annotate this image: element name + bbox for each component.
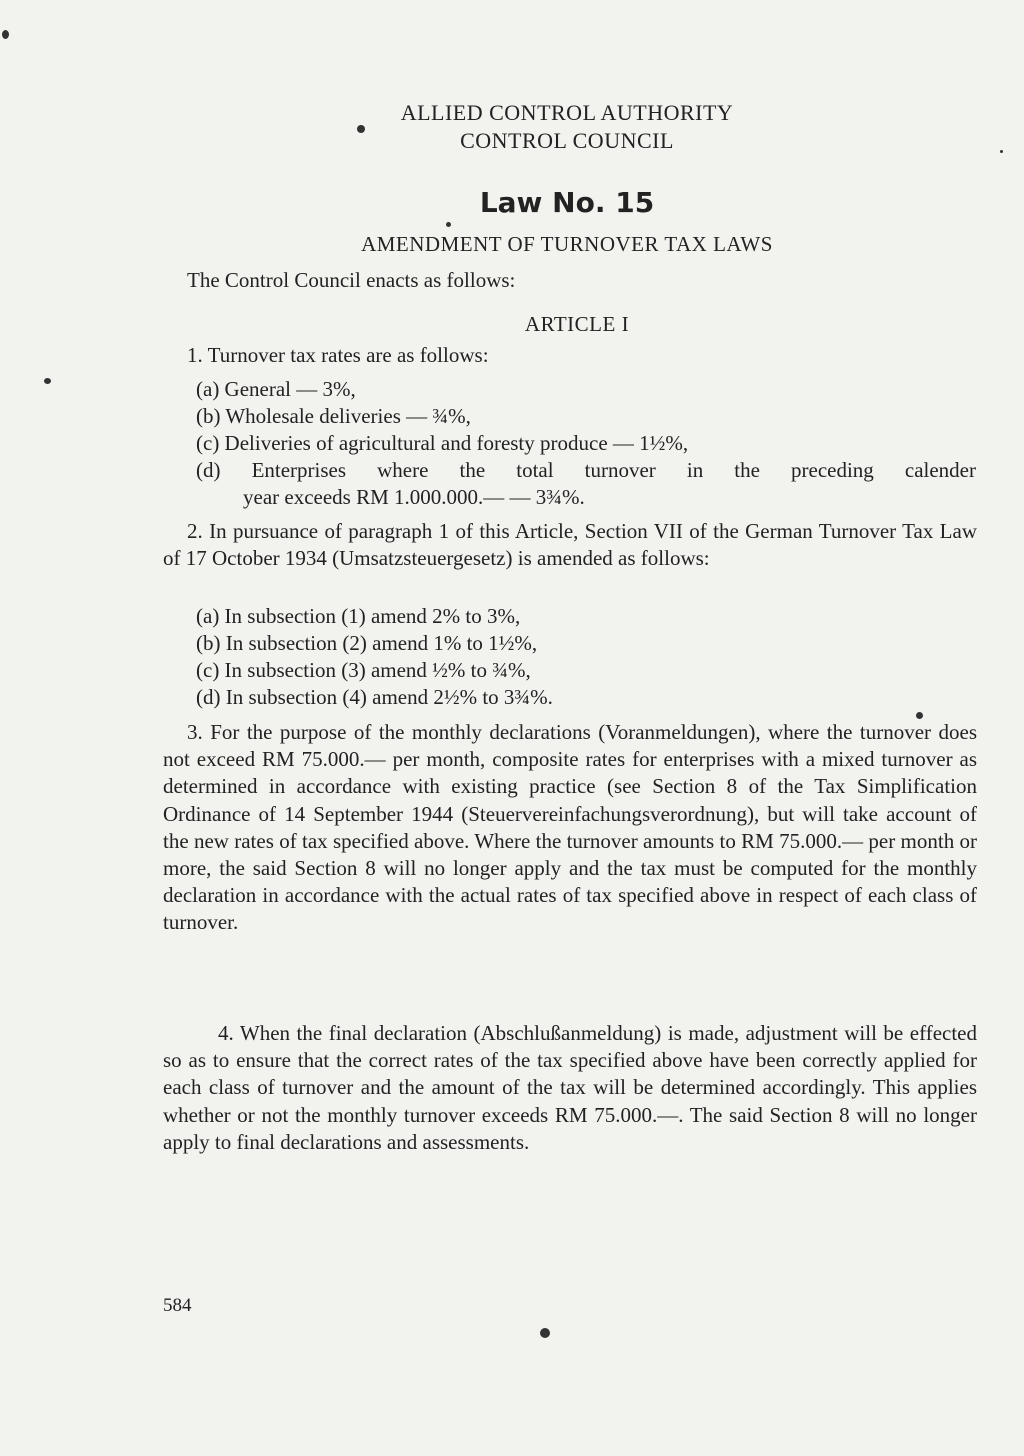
- scan-speck: [540, 1328, 550, 1338]
- scan-speck: [2, 30, 9, 39]
- paragraph-4: 4. When the final declaration (Abschlußanmeldung) is made, adjustment will be effected so as to ensure that the correct rates of the tax specified above have been correctly applied for each class of turnover and the amount of the tax will be determined accordingly. This applies whether or not the monthly turnover exceeds RM 75.000.—. The said Section 8 will no longer apply to final declarations and assessments.: [163, 1021, 977, 1154]
- rate-item: (a) General — 3%,: [196, 377, 356, 401]
- paragraph-2: 2. In pursuance of paragraph 1 of this Article, Section VII of the German Turnover Tax Law of 17 October 1934 (Umsatzsteuergesetz) is amended as follows:: [163, 519, 977, 571]
- page-number: 584: [163, 1295, 192, 1316]
- rate-item: (d) Enterprises where the total turnover in the preceding calender: [196, 458, 976, 482]
- article-heading: ARTICLE I: [524, 312, 630, 336]
- council-heading: CONTROL COUNCIL: [460, 128, 674, 153]
- enactment-clause: The Control Council enacts as follows:: [187, 268, 516, 292]
- rate-item-continuation: year exceeds RM 1.000.000.— — 3¾%.: [243, 485, 585, 509]
- law-subtitle: AMENDMENT OF TURNOVER TAX LAWS: [361, 232, 773, 256]
- amendment-item: (a) In subsection (1) amend 2% to 3%,: [196, 604, 521, 628]
- scan-speck: [916, 712, 923, 719]
- scan-speck: [44, 378, 51, 384]
- scan-speck: [446, 222, 451, 227]
- law-title: Law No. 15: [479, 186, 655, 219]
- scan-speck: [357, 125, 365, 133]
- rate-item: (c) Deliveries of agricultural and foresty produce — 1½%,: [196, 431, 689, 455]
- rate-item: (b) Wholesale deliveries — ¾%,: [196, 404, 471, 428]
- scan-speck: [1000, 150, 1003, 153]
- amendment-item: (c) In subsection (3) amend ½% to ¾%,: [196, 658, 531, 682]
- authority-heading: ALLIED CONTROL AUTHORITY: [400, 100, 734, 125]
- paragraph-3: 3. For the purpose of the monthly declarations (Voranmeldungen), where the turnover does not exceed RM 75.000.— per month, composite rates for enterprises with a mixed turnover as determined in accordance with existing practice (see Section 8 of the Tax Simplification Ordinance of 14 September 1944 (Steuervereinfachungsverordnung), but will take account of the new rates of tax specified above. Where the turnover amounts to RM 75.000.— per month or more, the said Section 8 will no longer apply and the tax must be computed for the monthly declaration in accordance with the actual rates of tax specified above in respect of each class of turnover.: [163, 720, 977, 935]
- amendment-item: (d) In subsection (4) amend 2½% to 3¾%.: [196, 685, 553, 709]
- paragraph-1-intro: 1. Turnover tax rates are as follows:: [187, 343, 489, 367]
- amendment-item: (b) In subsection (2) amend 1% to 1½%,: [196, 631, 538, 655]
